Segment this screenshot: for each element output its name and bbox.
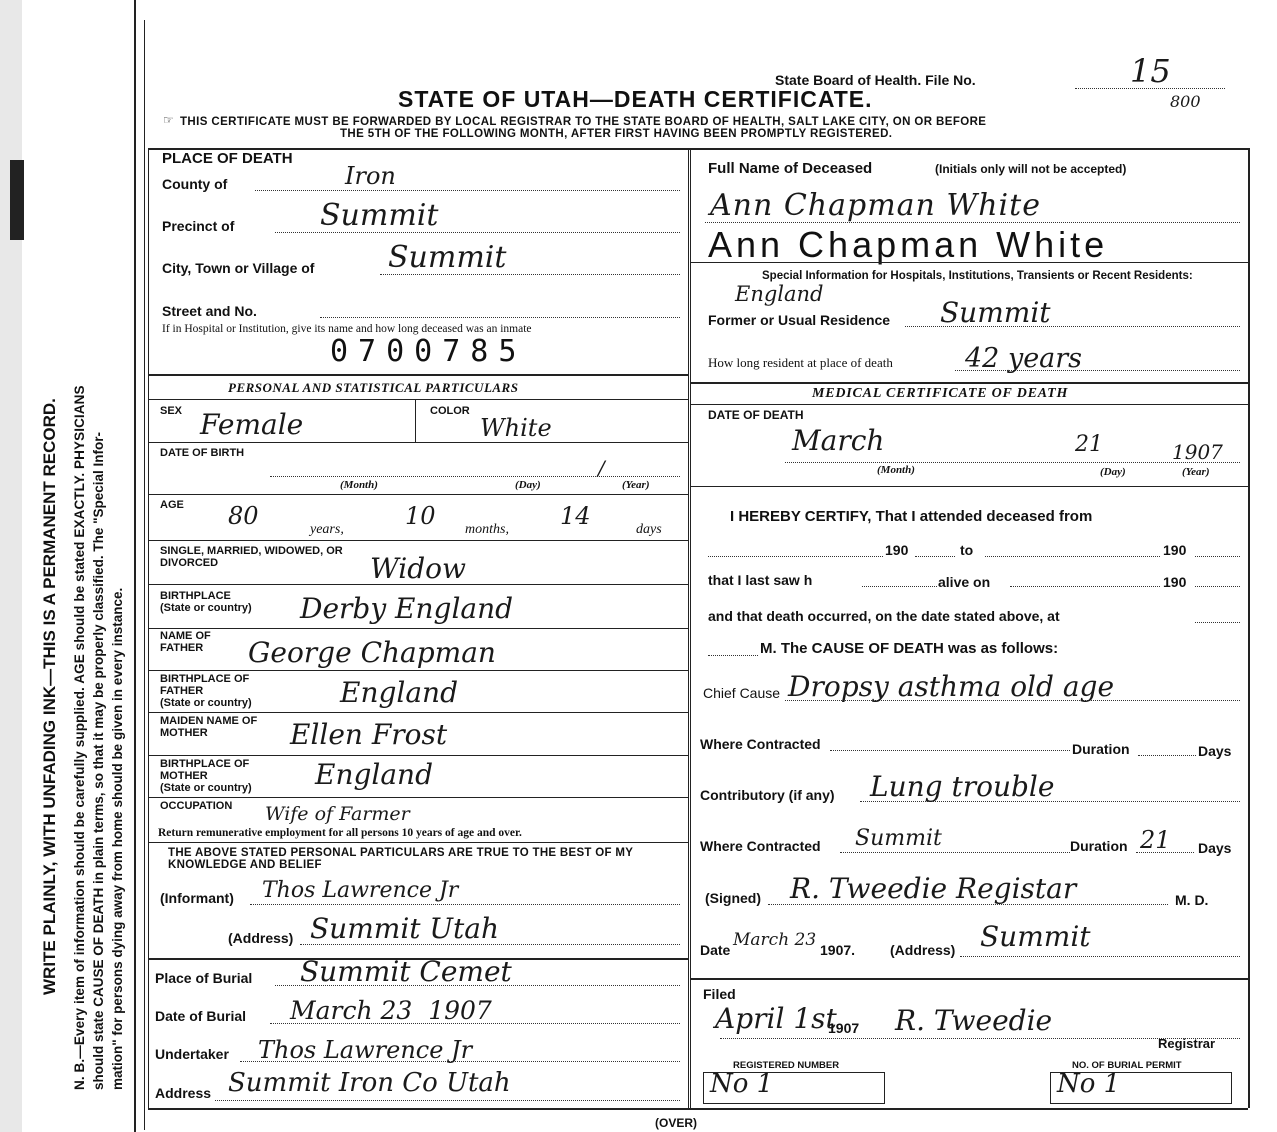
marital-label: SINGLE, MARRIED, WIDOWED, OR DIVORCED — [160, 545, 343, 569]
file-subnumber: 800 — [1170, 92, 1201, 111]
dod-year: 1907 — [1172, 440, 1223, 464]
notice-line2: THE 5TH OF THE FOLLOWING MONTH, AFTER FIRST HAVING BEEN PROMPTLY REGISTERED. — [340, 128, 893, 140]
burial-address-value: Summit Iron Co Utah — [228, 1068, 511, 1098]
informant-address-label: (Address) — [228, 930, 294, 946]
burial-date-label: Date of Burial — [155, 1008, 247, 1024]
age-row-rule — [148, 540, 688, 541]
medical-heading: MEDICAL CERTIFICATE OF DEATH — [812, 386, 1069, 401]
age-years: 80 — [228, 502, 259, 530]
signed-label: (Signed) — [705, 890, 761, 906]
medical-rule — [690, 382, 1248, 384]
undertaker-label: Undertaker — [155, 1046, 229, 1062]
dod-day: 21 — [1075, 432, 1103, 457]
mother-label: MAIDEN NAME OF MOTHER — [160, 715, 258, 739]
medical-heading-rule — [690, 404, 1248, 405]
mother-bp-label: BIRTHPLACE OF MOTHER — [160, 758, 250, 782]
filed-value: April 1st — [715, 1002, 837, 1035]
burial-date-value: March 23 1907 — [290, 996, 492, 1025]
registered-number-label: REGISTERED NUMBER — [733, 1060, 840, 1071]
occupation-note: Return remunerative employment for all persons 10 years of age and over. — [158, 827, 522, 839]
months-label: months, — [465, 522, 509, 537]
where-contracted-label: Where Contracted — [700, 736, 821, 752]
file-label: State Board of Health. File No. — [775, 72, 976, 88]
age-label: AGE — [160, 499, 184, 511]
certificate-number: 0700785 — [330, 334, 527, 369]
precinct-label: Precinct of — [162, 218, 235, 234]
signed-value: R. Tweedie Registar — [790, 872, 1077, 905]
occupation-row-rule — [148, 842, 688, 843]
informant-value: Thos Lawrence Jr — [262, 878, 459, 903]
dod-row-rule — [690, 486, 1248, 487]
registered-number-value: No 1 — [710, 1069, 774, 1099]
birthplace-label: BIRTHPLACE — [160, 590, 231, 602]
burial-permit-value: No 1 — [1057, 1069, 1121, 1099]
dob-line — [270, 476, 680, 477]
alive-190: 190 — [1163, 574, 1187, 590]
date-year: 1907. — [820, 942, 856, 958]
color-value: White — [480, 414, 552, 442]
color-label: COLOR — [430, 405, 470, 417]
date-value: March 23 — [733, 930, 817, 950]
street-line — [320, 317, 680, 318]
chief-cause-value: Dropsy asthma old age — [788, 670, 1115, 703]
sex-color-divider — [415, 400, 416, 442]
where-contracted-line — [830, 750, 1070, 751]
father-value: George Chapman — [248, 636, 496, 669]
former-country: England — [735, 282, 824, 306]
to-line — [985, 556, 1160, 557]
burial-permit-box — [1050, 1069, 1232, 1104]
age-months: 10 — [405, 502, 436, 530]
resident-value: 42 years — [965, 343, 1083, 374]
over-label: (OVER) — [655, 1116, 697, 1130]
days-label: Days — [1198, 743, 1232, 759]
days-label: days — [636, 522, 662, 537]
attest-text: THE ABOVE STATED PERSONAL PARTICULARS ARE TRUE TO THE BEST OF MY KNOWLEDGE AND BELIEF — [168, 847, 633, 871]
where-contracted-2-value: Summit — [855, 826, 942, 851]
from-year-line — [915, 556, 955, 557]
from-190: 190 — [885, 542, 909, 558]
side-note-line3: mation" for persons dying away from home should be given in every instance. — [110, 587, 125, 1090]
deceased-name-print: Ann Chapman White — [708, 224, 1109, 265]
dod-year-label: (Year) — [1182, 466, 1210, 478]
where-contracted-2-line — [840, 852, 1070, 853]
alive-on-line — [1010, 586, 1160, 587]
certify-text: I HEREBY CERTIFY, That I attended deceased from — [730, 508, 1093, 525]
frame-right — [1248, 148, 1250, 1108]
dob-day-label: (Day) — [515, 479, 541, 491]
deceased-name-line — [705, 222, 1240, 223]
to-label: to — [960, 542, 974, 558]
father-bp-row-rule — [148, 712, 688, 713]
undertaker-value: Thos Lawrence Jr — [258, 1036, 473, 1064]
mother-bp-value: England — [315, 758, 434, 791]
contributory-label: Contributory (if any) — [700, 787, 835, 803]
sex-value: Female — [200, 408, 304, 441]
dod-month: March — [792, 424, 885, 457]
sex-label: SEX — [160, 405, 183, 417]
side-note-line1: N. B.—Every item of information should be carefully supplied. AGE should be stated EXACTLY. PHYSICIANS — [72, 385, 87, 1090]
birthplace-sub: (State or country) — [160, 602, 252, 614]
dod-line — [785, 462, 1240, 463]
father-bp-label: BIRTHPLACE OF FATHER — [160, 673, 250, 697]
medical-address-value: Summit — [980, 920, 1091, 953]
md-label: M. D. — [1175, 892, 1209, 908]
precinct-value: Summit — [320, 198, 439, 233]
filing-rule — [690, 978, 1248, 980]
occupation-value: Wife of Farmer — [265, 803, 410, 825]
alive-year-line — [1195, 586, 1240, 587]
former-value: Summit — [940, 296, 1051, 329]
mother-bp-sub: (State or country) — [160, 782, 252, 794]
dob-mark: / — [598, 456, 605, 480]
dod-label: DATE OF DEATH — [708, 408, 804, 422]
dod-day-label: (Day) — [1100, 466, 1126, 478]
county-label: County of — [162, 176, 228, 192]
dob-row-rule — [148, 494, 688, 495]
dob-label: DATE OF BIRTH — [160, 447, 245, 459]
side-note-main: WRITE PLAINLY, WITH UNFADING INK—THIS IS A PERMANENT RECORD. — [40, 398, 59, 995]
former-label: Former or Usual Residence — [708, 312, 891, 328]
column-divider — [688, 148, 691, 1108]
contributory-value: Lung trouble — [870, 770, 1055, 803]
chief-cause-label: Chief Cause — [703, 685, 781, 701]
mother-value: Ellen Frost — [290, 718, 448, 751]
deceased-name-rule — [690, 262, 1248, 263]
informant-line — [250, 904, 680, 905]
filed-label: Filed — [703, 986, 736, 1002]
duration-2-value: 21 — [1140, 826, 1171, 854]
resident-label: How long resident at place of death — [708, 355, 893, 370]
informant-address-value: Summit Utah — [310, 912, 499, 945]
burial-place-label: Place of Burial — [155, 970, 253, 986]
medical-address-label: (Address) — [890, 942, 956, 958]
birthplace-value: Derby England — [300, 592, 514, 625]
years-label: years, — [310, 522, 344, 537]
sex-row-rule — [148, 442, 688, 443]
marital-value: Widow — [370, 552, 466, 585]
registrar-label: Registrar — [1158, 1036, 1216, 1051]
burial-address-line — [215, 1100, 680, 1101]
inner-margin-rule — [144, 20, 145, 1130]
county-value: Iron — [345, 162, 396, 190]
personal-heading: PERSONAL AND STATISTICAL PARTICULARS — [228, 380, 519, 395]
father-bp-sub: (State or country) — [160, 697, 252, 709]
age-days: 14 — [560, 502, 591, 530]
alive-on-text: alive on — [938, 574, 991, 590]
father-label: NAME OF FATHER — [160, 630, 211, 654]
street-label: Street and No. — [162, 303, 257, 319]
date-label: Date — [700, 942, 731, 958]
place-heading: PLACE OF DEATH — [162, 150, 293, 167]
deceased-name-script: Ann Chapman White — [710, 188, 1041, 223]
page-title: STATE OF UTAH—DEATH CERTIFICATE. — [398, 86, 873, 112]
frame-top — [148, 148, 1248, 150]
side-note-line2: should state CAUSE OF DEATH in plain terms, so that it may be properly classified. The "Special Infor- — [91, 431, 106, 1090]
where-contracted-2-label: Where Contracted — [700, 838, 821, 854]
marital-row-rule — [148, 584, 688, 585]
filed-year: 1907 — [828, 1020, 860, 1036]
duration-line — [1138, 755, 1196, 756]
dob-year-label: (Year) — [622, 479, 650, 491]
frame-bottom — [148, 1108, 1248, 1110]
hospital-note: If in Hospital or Institution, give its name and how long deceased was an inmate — [162, 323, 532, 335]
last-saw-text: that I last saw h — [708, 572, 813, 588]
county-line — [255, 190, 680, 191]
occurred-line — [1195, 622, 1240, 623]
deceased-name-note: (Initials only will not be accepted) — [935, 162, 1127, 176]
birthplace-row-rule — [148, 628, 688, 629]
pointing-hand-icon: ☞ — [163, 113, 174, 127]
registrar-signature: R. Tweedie — [895, 1004, 1053, 1037]
deceased-name-label: Full Name of Deceased — [708, 160, 873, 177]
duration-2-label: Duration — [1070, 838, 1128, 854]
to-year-line — [1195, 556, 1240, 557]
burial-permit-label: NO. OF BURIAL PERMIT — [1072, 1060, 1182, 1071]
dob-month-label: (Month) — [340, 479, 378, 491]
duration-label: Duration — [1072, 741, 1130, 757]
mother-bp-row-rule — [148, 797, 688, 798]
city-label: City, Town or Village of — [162, 260, 315, 276]
from-line — [708, 556, 883, 557]
burial-place-value: Summit Cemet — [300, 955, 512, 988]
notice-line1: THIS CERTIFICATE MUST BE FORWARDED BY LOCAL REGISTRAR TO THE STATE BOARD OF HEALTH, SALT LAKE CITY, ON OR BEFORE — [180, 116, 987, 128]
father-row-rule — [148, 670, 688, 671]
left-margin-rule — [134, 0, 136, 1132]
occurred-text: and that death occurred, on the date stated above, at — [708, 608, 1060, 624]
file-number: 15 — [1130, 52, 1171, 90]
personal-heading-rule — [148, 399, 688, 400]
to-190: 190 — [1163, 542, 1187, 558]
binding-mark — [10, 160, 24, 240]
personal-rule — [148, 374, 688, 376]
father-bp-value: England — [340, 676, 459, 709]
days-2-label: Days — [1198, 840, 1232, 856]
dod-month-label: (Month) — [877, 464, 915, 476]
last-saw-line — [862, 586, 937, 587]
registered-number-box — [703, 1069, 885, 1104]
special-info: Special Information for Hospitals, Institutions, Transients or Recent Residents: — [762, 270, 1193, 282]
m-line — [708, 655, 758, 656]
city-value: Summit — [388, 240, 507, 275]
occupation-label: OCCUPATION — [160, 800, 233, 812]
informant-label: (Informant) — [160, 890, 234, 906]
burial-address-label: Address — [155, 1085, 212, 1101]
cause-heading: M. The CAUSE OF DEATH was as follows: — [760, 640, 1059, 657]
medical-address-line — [960, 956, 1240, 957]
mother-row-rule — [148, 755, 688, 756]
